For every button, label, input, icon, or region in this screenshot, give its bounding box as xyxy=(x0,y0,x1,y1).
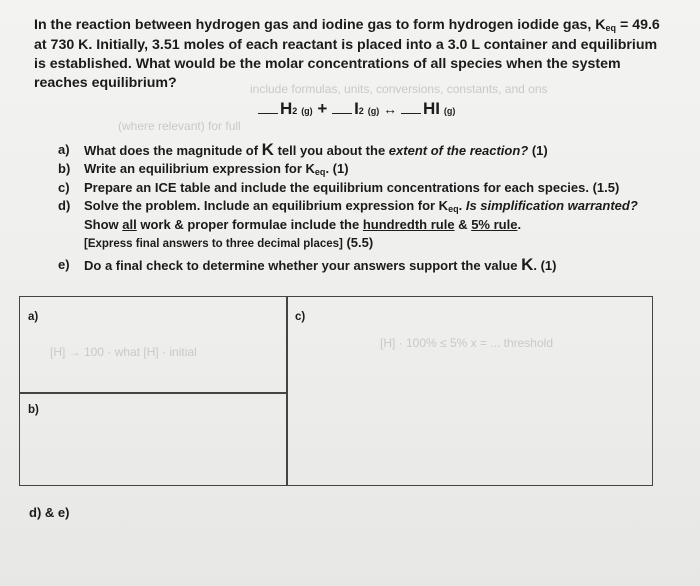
question-d-line3 xyxy=(58,234,668,254)
i2-subscript: 2 xyxy=(358,106,364,116)
question-points: . (1) xyxy=(325,160,349,176)
intro-line3a: is established. What would be the xyxy=(34,56,265,72)
keq-subscript: eq xyxy=(448,203,459,214)
coefficient-blank xyxy=(401,103,421,114)
grid-divider xyxy=(20,392,288,394)
answer-grid xyxy=(19,296,653,486)
intro-line3-bold: molar concentrations of all species xyxy=(264,56,503,72)
question-text: Do a final check to determine whether your answers support the value xyxy=(84,258,522,273)
bleed-through-text: [H] · 100% ≤ 5% x = ... threshold xyxy=(380,336,553,350)
question-text: & xyxy=(454,217,472,232)
question-e xyxy=(58,256,668,275)
bleed-through-text: include formulas, units, conversions, constants, and ons xyxy=(250,82,548,96)
answer-section-de-label: d) & e) xyxy=(29,505,70,520)
problem-statement xyxy=(34,16,674,93)
equilibrium-arrow-icon: ↔ xyxy=(383,101,398,117)
question-text: Prepare an xyxy=(84,180,155,195)
intro-line4: reaches equilibrium? xyxy=(34,75,177,91)
bleed-through-text: (where relevant) for full xyxy=(118,119,241,133)
question-emphasis: all xyxy=(122,217,137,232)
question-emphasis: Is simplification warranted? xyxy=(465,197,638,213)
answer-cell-a-label: a) xyxy=(28,311,39,323)
question-a xyxy=(58,141,668,160)
h2-subscript: 2 xyxy=(292,106,298,116)
question-d-line2 xyxy=(58,216,668,234)
intro-line1: In the reaction between hydrogen gas and iodine gas to form hydrogen iodide gas, K xyxy=(34,17,606,33)
keq-subscript: eq xyxy=(605,23,617,33)
h2-state: (g) xyxy=(301,106,313,116)
k-symbol: K xyxy=(521,255,534,274)
question-text: Write an equilibrium expression for xyxy=(84,160,306,176)
question-label: a) xyxy=(58,142,70,157)
question-emphasis: ICE table xyxy=(154,180,211,195)
question-emphasis: extent of the reaction? xyxy=(388,143,529,158)
bleed-through-text: [H] → 100 · what [H] · initial xyxy=(50,345,197,359)
k-symbol: K xyxy=(261,140,274,159)
question-d xyxy=(58,197,668,217)
question-emphasis: 5% rule xyxy=(471,217,518,232)
answer-cell-b-label: b) xyxy=(28,404,39,416)
coefficient-blank xyxy=(332,103,352,114)
h2-formula: H xyxy=(280,99,293,118)
keq-subscript: eq xyxy=(314,166,326,177)
question-c xyxy=(58,179,668,197)
question-text: Solve the problem. Include an equilibrium expression for K xyxy=(84,197,449,213)
i2-state: (g) xyxy=(367,106,380,116)
chemical-equation xyxy=(258,99,455,119)
question-text: Show xyxy=(84,217,123,232)
question-emphasis: [Express final answers to three decimal places] xyxy=(84,237,343,250)
answer-cell-c-label: c) xyxy=(295,311,306,323)
question-points: . (1) xyxy=(533,258,557,273)
coefficient-blank xyxy=(258,103,278,114)
question-text: and include the equilibrium concentrations for each species. (1.5) xyxy=(210,180,620,195)
intro-line2: at 730 K. Initially, 3.51 moles of each reactant is placed into a 3.0 L container and equilibrium xyxy=(34,37,658,53)
question-text: work & proper formulae include the xyxy=(136,217,363,232)
hi-state: (g) xyxy=(443,106,456,116)
question-label: d) xyxy=(58,197,71,213)
question-text: . xyxy=(458,197,466,213)
intro-line3c: when the system xyxy=(502,56,621,72)
grid-divider xyxy=(286,297,288,485)
keq-value: = 49.6 xyxy=(616,17,660,33)
question-points: (1) xyxy=(528,143,548,158)
question-text: tell you about the xyxy=(273,143,389,158)
question-label: b) xyxy=(58,160,71,176)
question-text: What does the magnitude of xyxy=(84,143,262,158)
question-label: e) xyxy=(58,257,70,272)
question-label: c) xyxy=(58,180,70,195)
question-points: (5.5) xyxy=(342,234,374,250)
question-text: . xyxy=(517,217,522,232)
question-b xyxy=(58,160,668,180)
hi-formula: HI xyxy=(422,99,440,118)
question-emphasis: hundredth rule xyxy=(362,217,455,232)
plus-sign: + xyxy=(312,99,333,118)
i2-formula: I xyxy=(354,99,359,118)
k-symbol: K xyxy=(305,160,315,176)
question-list xyxy=(58,141,668,275)
